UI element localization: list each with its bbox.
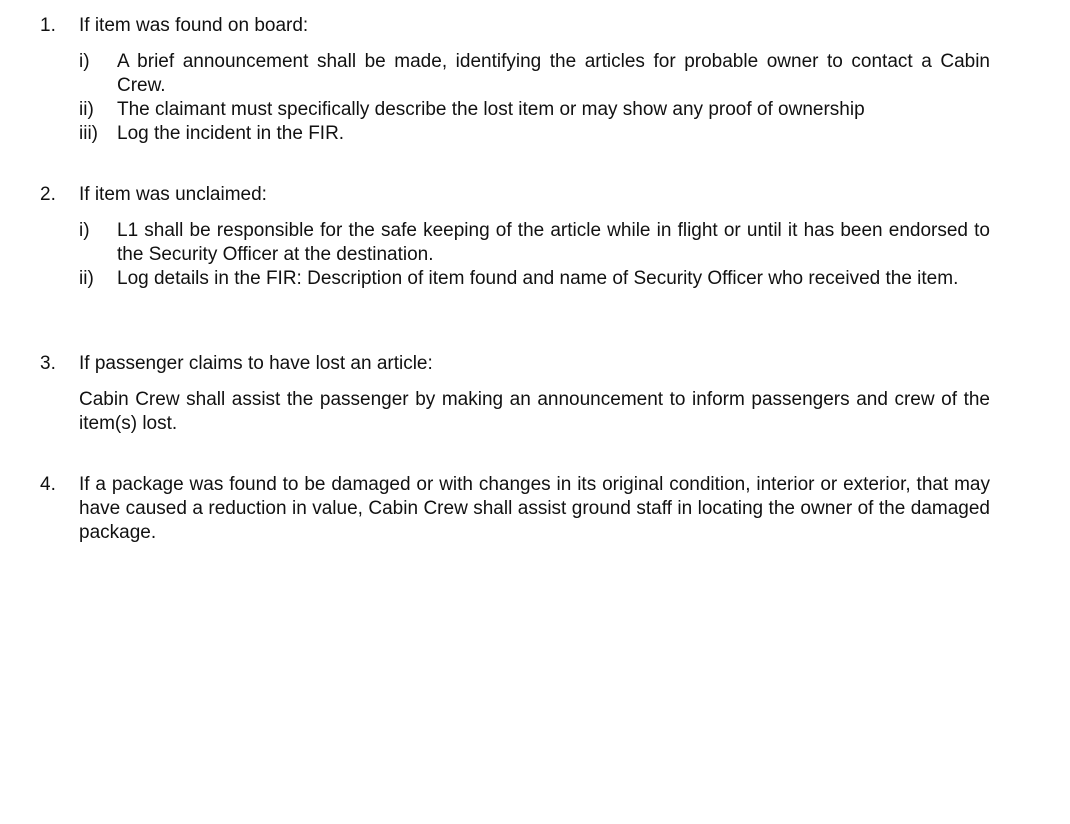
list-item [79,219,990,267]
section-2-heading-row [40,183,990,207]
section-paragraph: If a package was found to be damaged or with changes in its original condition, interior or exterior, that may have caused a reduction in value, Cabin Crew shall assist ground staff in locating the owner of the damaged package. [79,474,990,543]
list-item [79,98,990,122]
section-3-heading-row [40,352,990,376]
list-item [79,267,990,291]
section-1 [40,14,990,146]
section-number: 4. [40,474,56,495]
list-item-text: A brief announcement shall be made, identifying the articles for probable owner to contact a Cabin Crew. [117,51,990,96]
section-number: 1. [40,15,56,36]
section-1-sublist [79,50,990,146]
list-item-marker: i) [79,51,90,72]
list-item-text: L1 shall be responsible for the safe keeping of the article while in flight or until it has been endorsed to the Security Officer at the destination. [117,220,990,265]
section-1-heading-row [40,14,990,38]
list-item-marker: ii) [79,268,94,289]
list-item-text: Log details in the FIR: Description of item found and name of Security Officer who received the item. [117,268,959,289]
section-2 [40,183,990,291]
list-item [79,122,990,146]
section-number: 3. [40,353,56,374]
section-number: 2. [40,184,56,205]
section-heading: If item was unclaimed: [79,184,267,205]
section-paragraph: Cabin Crew shall assist the passenger by making an announcement to inform passengers and crew of the item(s) lost. [79,389,990,434]
section-4-row [40,473,990,545]
list-item [79,50,990,98]
section-heading: If passenger claims to have lost an article: [79,353,433,374]
list-item-marker: ii) [79,99,94,120]
section-heading: If item was found on board: [79,15,309,36]
list-item-marker: iii) [79,123,98,144]
list-item-marker: i) [79,220,90,241]
list-item-text: The claimant must specifically describe the lost item or may show any proof of ownership [117,99,865,120]
section-2-sublist [79,219,990,291]
section-4 [40,473,990,545]
section-3 [40,352,990,436]
list-item-text: Log the incident in the FIR. [117,123,345,144]
